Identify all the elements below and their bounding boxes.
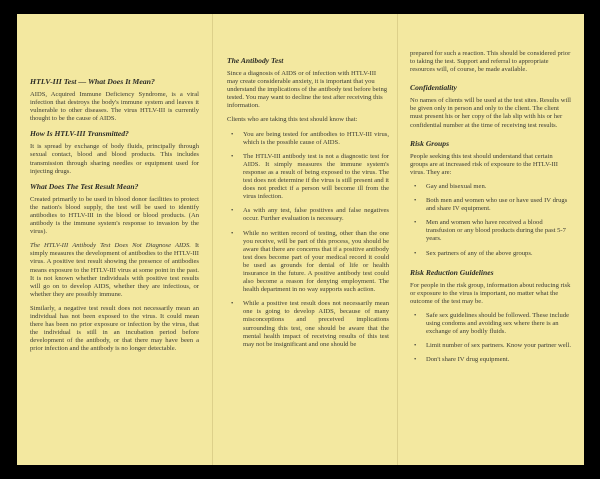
paragraph-anxiety: Since a diagnosis of AIDS or of infection with HTLV-III may create considerable anxiety, it is important that you understand the implications of the antibody test before being tested. You may want to decline the test after receiving this information. [227, 70, 388, 110]
list-item: • Men and women who have received a blood transfusion or any blood products during the past 5-7 years. [410, 219, 572, 243]
paragraph-prepared-reaction: prepared for such a reaction. This should be considered prior to taking the test. Support and referral to appropriate resources will, of course, be made available. [410, 50, 571, 74]
risk-groups-list [410, 183, 572, 258]
paragraph-aids-definition: AIDS, Acquired Immune Deficiency Syndrome, is a viral infection that destroys the body's immune system and leaves it vulnerable to other diseases. The virus HTLV-III is currently thought to be the cause of AIDS. [30, 91, 199, 123]
list-item: • You are being tested for antibodies to HTLV-III virus, which is the possible cause of AIDS. [227, 131, 389, 147]
not-diagnostic-rest: It simply measures the development of antibodies to the HTLV-III virus. A positive test result showing the presence of antibodies means exposure to the HTLV-III virus at some point in the past. It is not known whether individuals with positive test results will go on to develop AIDS, whether they are infectious, or whether they are possibly immune. [30, 242, 199, 298]
list-item: • The HTLV-III antibody test is not a diagnostic test for AIDS. It simply measures the immune system's response as a result of being exposed to the virus. The test does not determine if the virus is still present and it does not predict if a person will become ill from the virus infection. [227, 153, 389, 202]
list-item: • Sex partners of any of the above groups. [410, 250, 572, 258]
paragraph-test-purpose: Created primarily to be used in blood donor facilities to protect the nation's blood supply, the test will be used to identify antibodies to HTLV-III in the blood or blood products. (An antibody is the immune system's response to invasion by the virus). [30, 195, 199, 236]
heading-result-meaning: What Does The Test Result Mean? [30, 181, 139, 191]
brochure-sheet [17, 14, 584, 465]
paragraph-confidentiality: No names of clients will be used at the test sites. Results will be given only in person and only to the client. The client must present his or her copy of the lab slip with his or her confidential number at the time of receiving test results. [410, 97, 571, 129]
heading-transmission: How Is HTLV-III Transmitted? [30, 129, 129, 139]
paragraph-risk-reduction: For people in the risk group, information about reducing risk or exposure to the virus is important, no matter what the outcome of the test may be. [410, 281, 571, 305]
list-item: • Limit number of sex partners. Know your partner well. [410, 342, 572, 350]
list-item: • Gay and bisexual men. [410, 183, 572, 191]
heading-risk-reduction: Risk Reduction Guidelines [410, 267, 494, 277]
paragraph-transmission: It is spread by exchange of body fluids, principally through sexual contact, blood and blood products. This includes transmission through sharing needles or equipment used for injecting drugs. [30, 143, 199, 175]
paragraph-clients-know: Clients who are taking this test should know that: [227, 116, 358, 124]
paragraph-risk-groups: People seeking this test should understand that certain groups are at increased risk of exposure to the HTLV-III virus. They are: [410, 152, 559, 176]
panel-middle [227, 56, 389, 465]
panel-right [410, 50, 572, 465]
list-item: • Don't share IV drug equipment. [410, 356, 572, 364]
list-item: • While a positive test result does not necessarily mean one is going to develop AIDS, because of many misconceptions and preceived implications surrounding this test, one should be aware that the mental health impact of receiving results of this test may not be insignificant and one should be [227, 300, 389, 349]
list-item: • As with any test, false positives and false negatives occur. Further evaluation is necessary. [227, 207, 389, 223]
guidelines-list [410, 312, 572, 364]
list-item: • Safe sex guidelines should be followed. These include using condoms and avoiding sex where there is an exchange of any bodily fluids. [410, 312, 572, 336]
list-item: • While no written record of testing, other than the one you receive, will be part of this process, you should be aware that there are concerns that if a positive antibody test does become part of your medical record it could be used as grounds for denial of life or health insurance in the future. A positive antibody test could also become a reason for denying employment. The health department in no way supports such action. [227, 230, 389, 295]
heading-test-meaning: HTLV-III Test — What Does It Mean? [30, 77, 155, 86]
heading-antibody-test: The Antibody Test [227, 56, 284, 65]
paragraph-not-diagnostic [30, 242, 199, 299]
panel-left [30, 77, 199, 465]
list-item: • Both men and women who use or have used IV drugs and share IV equipment. [410, 197, 572, 213]
paragraph-negative-result: Similarly, a negative test result does not necessarily mean an individual has not been exposed to the virus. It could mean there has been no prior exposure or infection by the virus, that the individual is still in an incubation period before development of the antibody, or that there may have been a prior infection and the antibody is no longer detectable. [30, 304, 199, 353]
fold-line [397, 14, 398, 465]
not-diagnostic-italic: The HTLV-III Antibody Test Does Not Diagnose AIDS. [30, 242, 191, 250]
client-facts-list [227, 131, 389, 349]
fold-line [212, 14, 213, 465]
heading-confidentiality: Confidentiality [410, 83, 457, 93]
heading-risk-groups: Risk Groups [410, 138, 450, 148]
